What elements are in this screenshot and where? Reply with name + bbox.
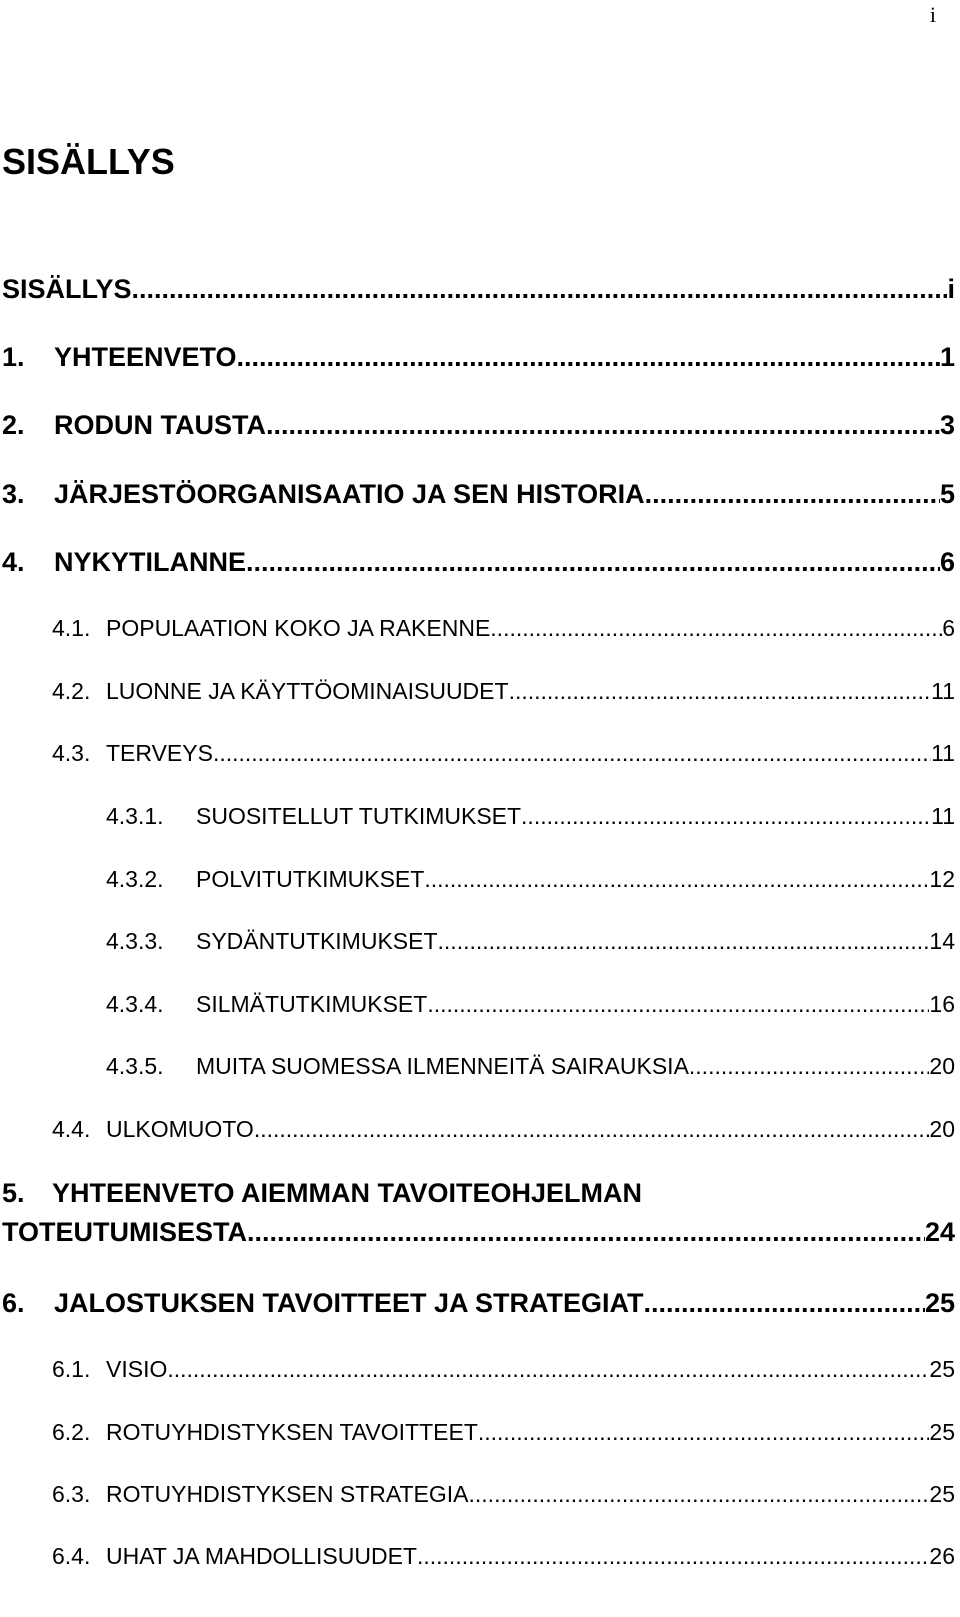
- toc-leader: [254, 1116, 930, 1143]
- toc-leader: [247, 1217, 925, 1248]
- toc-entry-text: SISÄLLYS: [2, 274, 132, 304]
- toc-entry-text: YHTEENVETO AIEMMAN TAVOITEOHJELMAN: [52, 1178, 643, 1208]
- toc-entry-number: 2.: [2, 410, 25, 440]
- toc-leader: [689, 1053, 930, 1080]
- toc-entry-number: 4.3.2.: [106, 866, 164, 892]
- toc-entry-page: 25: [924, 1288, 955, 1318]
- toc-entry-4-3-4[interactable]: [0, 991, 955, 1018]
- toc-leader: [521, 803, 931, 830]
- toc-entry-page: 5: [939, 479, 955, 509]
- toc-entry-text: TERVEYS: [106, 740, 213, 766]
- toc-entry-text: ROTUYHDISTYKSEN TAVOITTEET: [106, 1419, 478, 1445]
- toc-entry-page: 3: [939, 410, 955, 440]
- toc-entry-6[interactable]: [0, 1288, 955, 1319]
- toc-entry-page: 16: [929, 991, 955, 1017]
- toc-entry-4[interactable]: [0, 547, 955, 578]
- toc-entry-4-3-1[interactable]: [0, 803, 955, 830]
- toc-leader: [645, 479, 940, 510]
- toc-leader: [490, 615, 942, 642]
- toc-leader: [509, 678, 932, 705]
- toc-entry-4-3-3[interactable]: [0, 928, 955, 955]
- toc-entry-number: 6.: [2, 1288, 25, 1318]
- toc-entry-4-2[interactable]: [0, 678, 955, 705]
- toc-entry-6-1[interactable]: [0, 1356, 955, 1383]
- toc-leader: [469, 1481, 930, 1508]
- toc-leader: [167, 1356, 929, 1383]
- toc-entry-page: 14: [929, 928, 955, 954]
- toc-leader: [644, 1288, 925, 1319]
- toc-entry-page: 11: [931, 678, 955, 704]
- toc-entry-6-2[interactable]: [0, 1419, 955, 1446]
- toc-entry-contents[interactable]: [2, 274, 955, 305]
- toc-entry-number: 6.1.: [52, 1356, 91, 1382]
- toc-entry-number: 4.3.1.: [106, 803, 164, 829]
- toc-entry-text: ROTUYHDISTYKSEN STRATEGIA: [106, 1481, 469, 1507]
- toc-entry-number: 5.: [2, 1178, 25, 1208]
- toc-entry-number: 4.1.: [52, 615, 91, 641]
- toc-entry-page: 20: [929, 1116, 955, 1142]
- toc-entry-2[interactable]: [0, 410, 955, 441]
- toc-entry-text: SILMÄTUTKIMUKSET: [196, 991, 428, 1017]
- toc-leader: [424, 866, 929, 893]
- toc-entry-text: VISIO: [106, 1356, 168, 1382]
- toc-entry-4-3[interactable]: [0, 740, 955, 767]
- toc-entry-page: 11: [931, 740, 955, 766]
- toc-entry-number: 1.: [2, 342, 25, 372]
- toc-leader: [417, 1543, 929, 1570]
- toc-entry-number: 6.2.: [52, 1419, 91, 1445]
- toc-entry-6-4[interactable]: [0, 1543, 955, 1570]
- toc-entry-text: POLVITUTKIMUKSET: [196, 866, 425, 892]
- toc-entry-text: YHTEENVETO: [54, 342, 237, 372]
- toc-entry-page: i: [947, 274, 955, 304]
- toc-entry-number: 4.3.5.: [106, 1053, 164, 1079]
- toc-entry-number: 4.4.: [52, 1116, 91, 1142]
- toc-entry-4-3-5[interactable]: [0, 1053, 955, 1080]
- toc-entry-number: 6.4.: [52, 1543, 91, 1569]
- toc-entry-number: 4.2.: [52, 678, 91, 704]
- toc-entry-text: UHAT JA MAHDOLLISUUDET: [106, 1543, 417, 1569]
- toc-entry-text: MUITA SUOMESSA ILMENNEITÄ SAIRAUKSIA: [196, 1053, 689, 1079]
- toc-entry-5[interactable]: [2, 1178, 955, 1248]
- toc-entry-number: 4.3.3.: [106, 928, 164, 954]
- toc-entry-page: 24: [924, 1217, 955, 1247]
- toc-entry-text: LUONNE JA KÄYTTÖOMINAISUUDET: [106, 678, 509, 704]
- toc-entry-text: POPULAATION KOKO JA RAKENNE: [106, 615, 491, 641]
- toc-leader: [246, 547, 940, 578]
- toc-entry-page: 12: [929, 866, 955, 892]
- toc-entry-3[interactable]: [0, 479, 955, 510]
- toc-entry-text: ULKOMUOTO: [106, 1116, 254, 1142]
- toc-entry-page: 26: [929, 1543, 955, 1569]
- toc-leader: [427, 991, 929, 1018]
- toc-entry-page: 1: [939, 342, 955, 372]
- toc-entry-text: JÄRJESTÖORGANISAATIO JA SEN HISTORIA: [54, 479, 645, 509]
- toc-entry-4-4[interactable]: [0, 1116, 955, 1143]
- toc-entry-text: NYKYTILANNE: [54, 547, 247, 577]
- toc-entry-text-continued: TOTEUTUMISESTA: [2, 1217, 248, 1247]
- toc-leader: [237, 342, 940, 373]
- toc-entry-4-3-2[interactable]: [0, 866, 955, 893]
- toc-entry-text: SUOSITELLUT TUTKIMUKSET: [196, 803, 522, 829]
- toc-entry-1[interactable]: [0, 342, 955, 373]
- toc-entry-4-1[interactable]: [0, 615, 955, 642]
- toc-leader: [438, 928, 930, 955]
- toc-leader: [213, 740, 931, 767]
- toc-leader: [266, 410, 940, 441]
- toc-leader: [478, 1419, 930, 1446]
- toc-entry-text: JALOSTUKSEN TAVOITTEET JA STRATEGIAT: [54, 1288, 644, 1318]
- page-title: SISÄLLYS: [2, 141, 175, 182]
- toc-entry-page: 25: [929, 1481, 955, 1507]
- toc-entry-number: 4.3.4.: [106, 991, 164, 1017]
- toc-entry-text: RODUN TAUSTA: [54, 410, 266, 440]
- toc-entry-page: 25: [929, 1356, 955, 1382]
- toc-entry-number: 4.: [2, 547, 25, 577]
- toc-entry-number: 3.: [2, 479, 25, 509]
- toc-entry-page: 6: [942, 615, 955, 641]
- toc-entry-number: 6.3.: [52, 1481, 91, 1507]
- page-number: i: [929, 2, 936, 27]
- toc-entry-6-3[interactable]: [0, 1481, 955, 1508]
- toc-entry-page: 11: [931, 803, 955, 829]
- toc-entry-page: 25: [929, 1419, 955, 1445]
- toc-leader: [132, 274, 948, 305]
- toc-entry-page: 20: [929, 1053, 955, 1079]
- toc-entry-page: 6: [939, 547, 955, 577]
- toc-entry-text: SYDÄNTUTKIMUKSET: [196, 928, 438, 954]
- toc-entry-number: 4.3.: [52, 740, 91, 766]
